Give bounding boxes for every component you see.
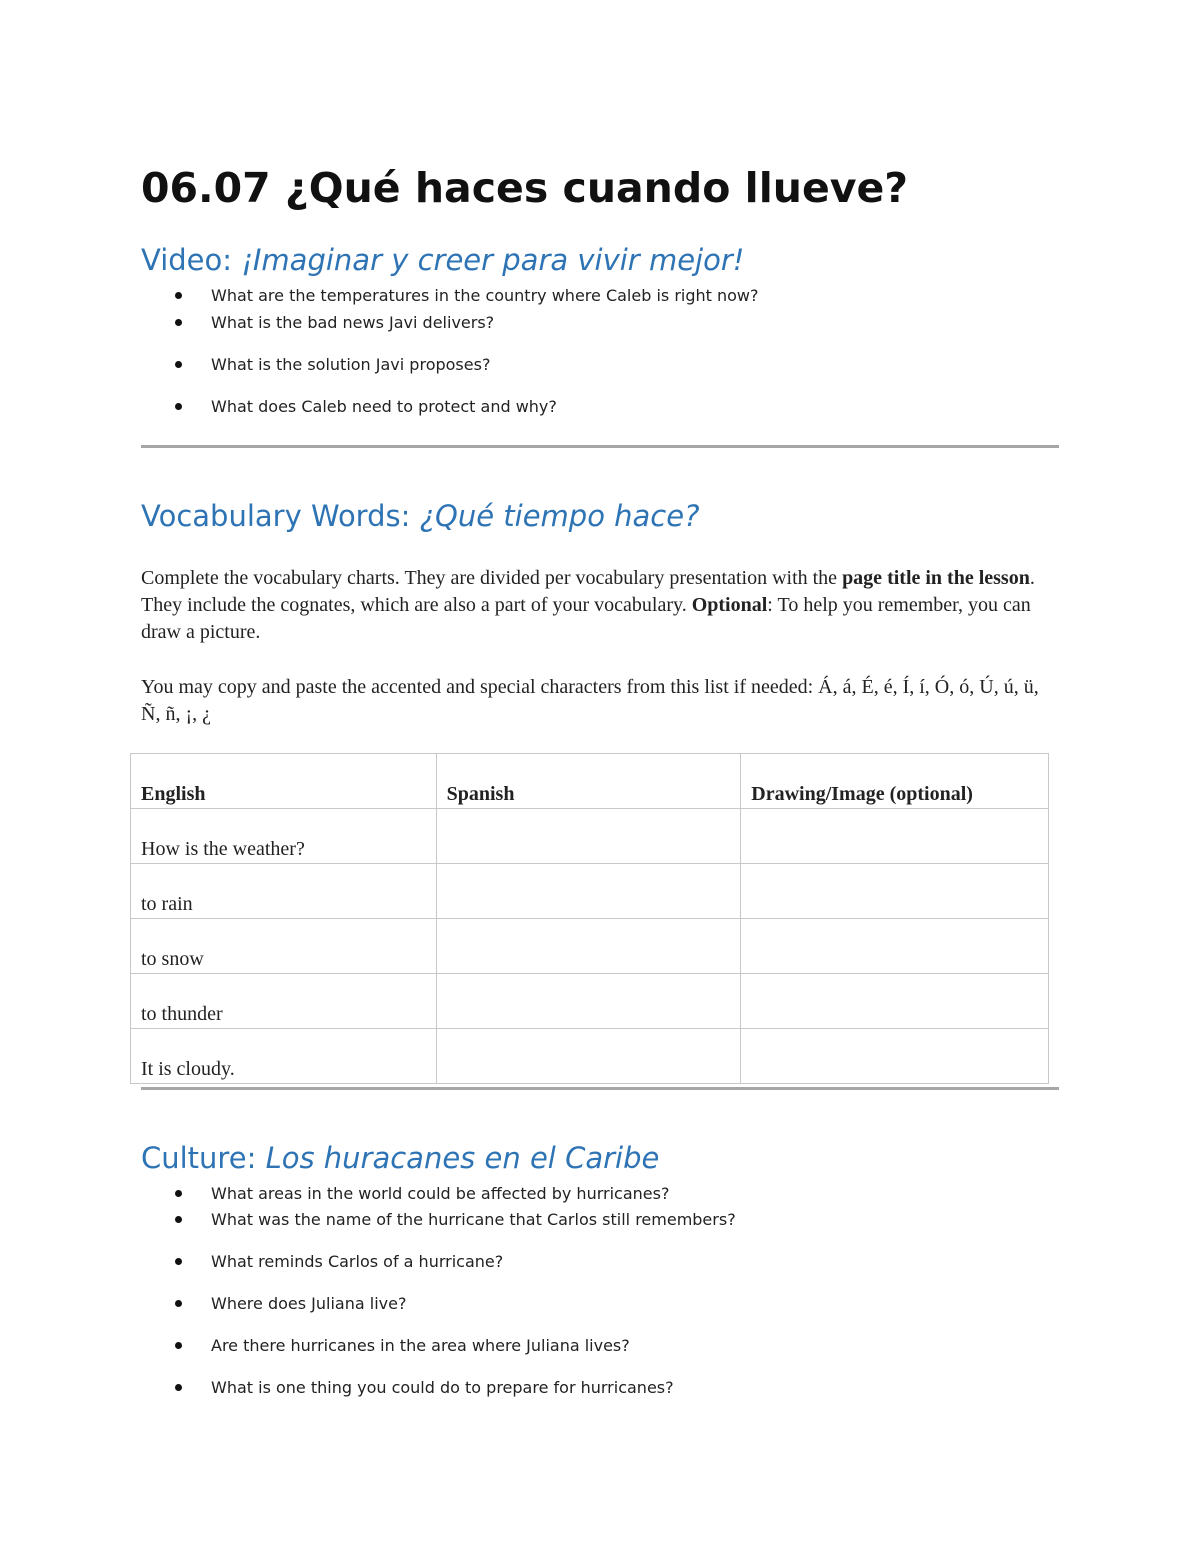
- culture-heading-subtitle: Los huracanes en el Caribe: [265, 1141, 660, 1175]
- bullet-icon: [175, 403, 182, 410]
- column-header-drawing: Drawing/Image (optional): [741, 754, 1049, 809]
- table-header-row: [131, 754, 1049, 809]
- list-item: What is the solution Javi proposes?: [141, 354, 759, 376]
- english-cell: to rain: [131, 864, 437, 919]
- table-row: [131, 919, 1049, 974]
- bullet-icon: [175, 1216, 182, 1223]
- bullet-icon: [175, 292, 182, 299]
- list-item: Where does Juliana live?: [141, 1293, 736, 1315]
- bullet-icon: [175, 1342, 182, 1349]
- spanish-cell[interactable]: [436, 919, 741, 974]
- bullet-icon: [175, 1384, 182, 1391]
- list-item: Are there hurricanes in the area where Juliana lives?: [141, 1335, 736, 1357]
- vocabulary-heading-label: Vocabulary Words:: [141, 499, 420, 533]
- vocabulary-instructions: Complete the vocabulary charts. They are divided per vocabulary presentation with the page title in the lesson. They include the cognates, which are also a part of your vocabulary. Optional: To help you remember, you can draw a picture.: [141, 567, 1035, 643]
- list-item: What are the temperatures in the country where Caleb is right now?: [141, 285, 759, 307]
- video-heading-subtitle: ¡Imaginar y creer para vivir mejor!: [241, 243, 745, 277]
- video-heading-label: Video:: [141, 243, 242, 277]
- list-item: What areas in the world could be affected by hurricanes?: [141, 1183, 736, 1205]
- table-row: [131, 1029, 1049, 1084]
- spanish-cell[interactable]: [436, 809, 741, 864]
- spanish-cell[interactable]: [436, 864, 741, 919]
- section-divider: [141, 445, 1059, 448]
- table-row: [131, 864, 1049, 919]
- vocabulary-heading: [141, 496, 700, 536]
- video-heading: [141, 240, 744, 280]
- drawing-cell[interactable]: [741, 864, 1049, 919]
- bullet-icon: [175, 1258, 182, 1265]
- drawing-cell[interactable]: [741, 919, 1049, 974]
- column-header-english: English: [131, 754, 437, 809]
- drawing-cell[interactable]: [741, 1029, 1049, 1084]
- english-cell: It is cloudy.: [131, 1029, 437, 1084]
- list-item: What does Caleb need to protect and why?: [141, 396, 759, 418]
- table-row: [131, 974, 1049, 1029]
- list-item: What reminds Carlos of a hurricane?: [141, 1251, 736, 1273]
- spanish-cell[interactable]: [436, 1029, 741, 1084]
- spanish-cell[interactable]: [436, 974, 741, 1029]
- drawing-cell[interactable]: [741, 809, 1049, 864]
- vocabulary-heading-subtitle: ¿Qué tiempo hace?: [419, 499, 700, 533]
- special-characters-note: You may copy and paste the accented and special characters from this list if needed: Á, á, É, é, Í, í, Ó, ó, Ú, ú, ü, Ñ, ñ, ¡, ¿: [141, 676, 1039, 725]
- bullet-icon: [175, 1300, 182, 1307]
- english-cell: to snow: [131, 919, 437, 974]
- list-item: What is the bad news Javi delivers?: [141, 312, 759, 334]
- drawing-cell[interactable]: [741, 974, 1049, 1029]
- english-cell: How is the weather?: [131, 809, 437, 864]
- english-cell: to thunder: [131, 974, 437, 1029]
- table-row: [131, 809, 1049, 864]
- culture-heading-label: Culture:: [141, 1141, 266, 1175]
- culture-question-list: [141, 1183, 736, 1399]
- page-title: 06.07 ¿Qué haces cuando llueve?: [141, 164, 909, 212]
- column-header-spanish: Spanish: [436, 754, 741, 809]
- vocabulary-table: [130, 753, 1049, 1084]
- list-item: What was the name of the hurricane that Carlos still remembers?: [141, 1209, 736, 1231]
- culture-heading: [141, 1138, 659, 1178]
- section-divider: [141, 1087, 1059, 1090]
- video-question-list: [141, 285, 759, 418]
- bullet-icon: [175, 361, 182, 368]
- bullet-icon: [175, 319, 182, 326]
- list-item: What is one thing you could do to prepare for hurricanes?: [141, 1377, 736, 1399]
- bullet-icon: [175, 1190, 182, 1197]
